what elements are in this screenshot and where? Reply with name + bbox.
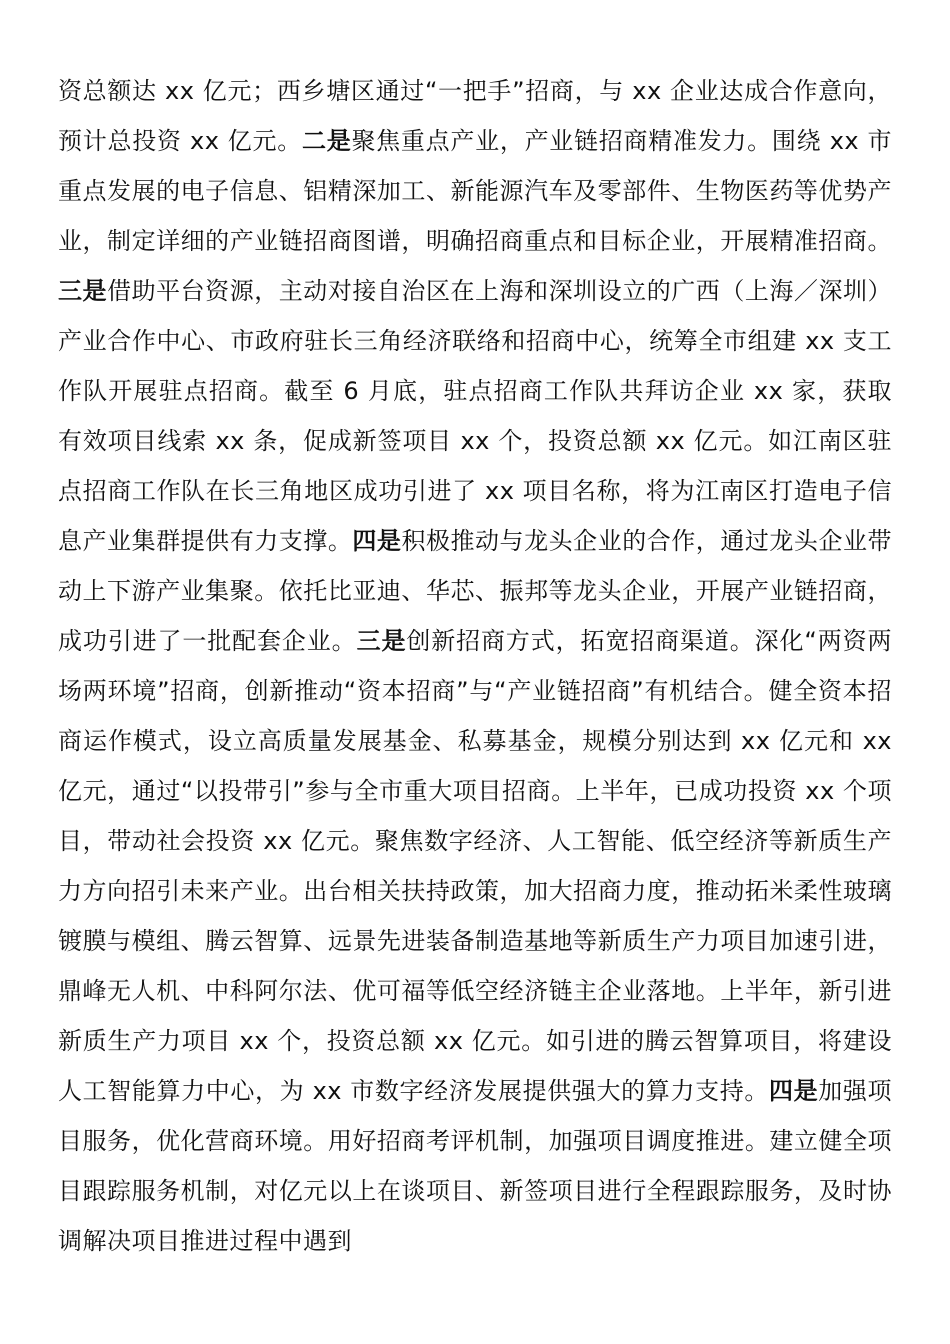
bold-ordinal: 三是 [58, 277, 108, 305]
text-segment: 资总额达 xx 亿元；西乡塘区通过“一把手”招商，与 xx 企业达成合作意向，预计总投资 xx 亿元。 [58, 77, 892, 155]
bold-ordinal: 四是 [352, 527, 402, 555]
text-segment: 借助平台资源，主动对接自治区在上海和深圳设立的广西（上海／深圳）产业合作中心、市政府驻长三角经济联络和招商中心，统筹全市组建 xx 支工作队开展驻点招商。截至 6 月底，驻点招商工作队共拜访企业 xx 家，获取有效项目线索 xx 条，促成新签项目 xx 个，投资总额 xx 亿元。如江南区驻点招商工作队在长三角地区成功引进了 xx 项目名称，将为江南区打造电子信息产业集群提供有力支撑。 [58, 277, 892, 555]
bold-ordinal: 三是 [356, 627, 407, 655]
bold-ordinal: 四是 [768, 1077, 819, 1105]
text-segment: 加强项目服务，优化营商环境。用好招商考评机制，加强项目调度推进。建立健全项目跟踪服务机制，对亿元以上在谈项目、新签项目进行全程跟踪服务，及时协调解决项目推进过程中遇到 [58, 1077, 892, 1255]
text-segment: 聚焦重点产业，产业链招商精准发力。围绕 xx 市重点发展的电子信息、铝精深加工、新能源汽车及零部件、生物医药等优势产业，制定详细的产业链招商图谱，明确招商重点和目标企业，开展精准招商。 [58, 127, 892, 255]
body-paragraph [58, 66, 892, 1266]
text-segment: 创新招商方式，拓宽招商渠道。深化“两资两场两环境”招商，创新推动“资本招商”与“产业链招商”有机结合。健全资本招商运作模式，设立高质量发展基金、私募基金，规模分别达到 xx 亿元和 xx 亿元，通过“以投带引”参与全市重大项目招商。上半年，已成功投资 xx 个项目，带动社会投资 xx 亿元。聚焦数字经济、人工智能、低空经济等新质生产力方向招引未来产业。出台相关扶持政策，加大招商力度，推动拓米柔性玻璃镀膜与模组、腾云智算、远景先进装备制造基地等新质生产力项目加速引进，鼎峰无人机、中科阿尔法、优可福等低空经济链主企业落地。上半年，新引进新质生产力项目 xx 个，投资总额 xx 亿元。如引进的腾云智算项目，将建设人工智能算力中心，为 xx 市数字经济发展提供强大的算力支持。 [58, 627, 893, 1105]
text-segment: 积极推动与龙头企业的合作，通过龙头企业带动上下游产业集聚。依托比亚迪、华芯、振邦等龙头企业，开展产业链招商，成功引进了一批配套企业。 [58, 527, 893, 655]
bold-ordinal: 二是 [301, 127, 352, 155]
